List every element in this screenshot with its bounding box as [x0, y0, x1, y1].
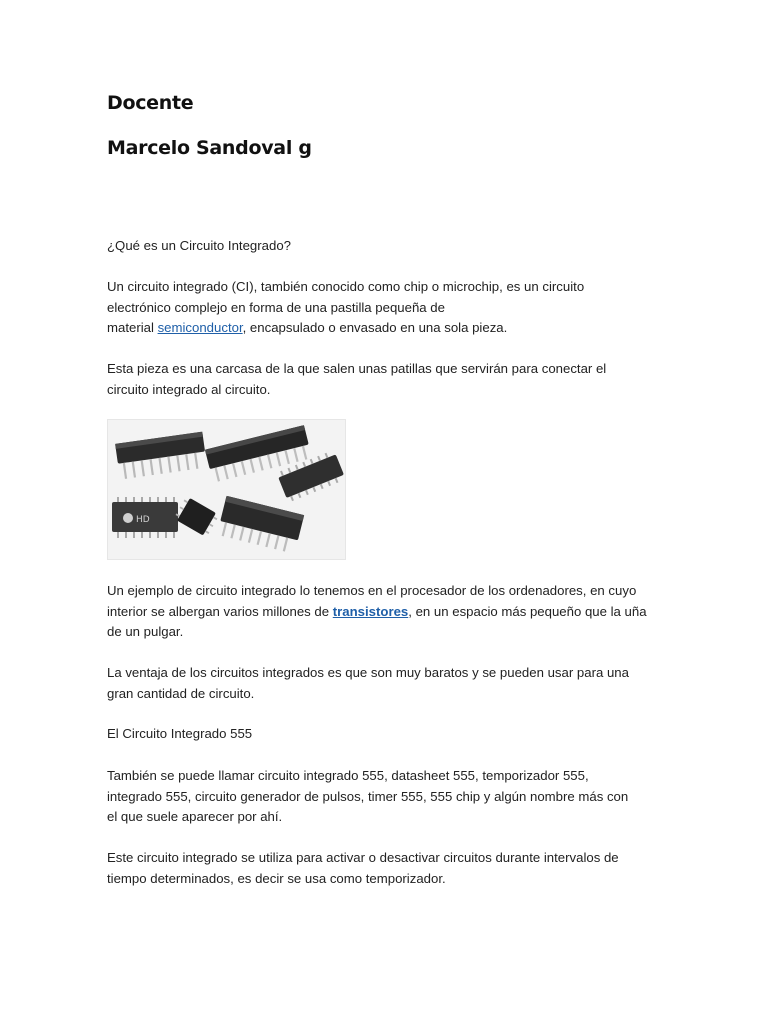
paragraph-example [107, 581, 667, 643]
paragraph-line: el que suele aparecer por ahí. [107, 809, 283, 824]
paragraph-line: de un pulgar. [107, 624, 184, 639]
paragraph-555-names [107, 766, 667, 828]
paragraph-text: , encapsulado o envasado en una sola pieza. [242, 320, 508, 335]
paragraph-line: gran cantidad de circuito. [107, 685, 255, 701]
paragraph-line [107, 602, 667, 623]
ic-chips-illustration [108, 420, 345, 559]
paragraph-line: También se puede llamar circuito integrado 555, datasheet 555, temporizador 555, [107, 768, 589, 783]
paragraph-description [107, 359, 667, 400]
paragraph-line: Un circuito integrado (CI), también conocido como chip o microchip, es un circuito [107, 279, 585, 294]
semiconductor-link[interactable]: semiconductor [157, 320, 243, 335]
question-heading [107, 236, 667, 257]
author-name: Marcelo Sandoval g [107, 137, 312, 159]
paragraph-line [107, 318, 667, 339]
paragraph-line: electrónico complejo en forma de una pastilla pequeña de [107, 299, 445, 315]
paragraph-text: interior se albergan varios millones de [107, 603, 333, 619]
paragraph-text: , en un espacio más pequeño que la uña [408, 603, 647, 619]
paragraph-text: material [107, 320, 158, 335]
paragraph-advantage [107, 663, 667, 704]
paragraph-definition [107, 277, 667, 339]
transistores-link[interactable]: transistores [332, 603, 409, 619]
paragraph-555-usage [107, 848, 667, 889]
chip-label: HD [136, 515, 150, 525]
paragraph-line: circuito integrado al circuito. [107, 381, 271, 397]
paragraph-line: La ventaja de los circuitos integrados es que son muy baratos y se pueden usar para una [107, 665, 629, 680]
section-heading-555 [107, 724, 667, 745]
paragraph-line: tiempo determinados, es decir se usa como temporizador. [107, 870, 446, 886]
paragraph-line: Esta pieza es una carcasa de la que salen unas patillas que servirán para conectar el [107, 361, 607, 376]
chip-smd-2 [112, 497, 178, 538]
heading-555-text: El Circuito Integrado 555 [107, 726, 253, 741]
document-title: Docente [107, 92, 194, 114]
question-text: ¿Qué es un Circuito Integrado? [107, 238, 291, 253]
integrated-circuits-photo [107, 419, 346, 560]
paragraph-line: Este circuito integrado se utiliza para activar o desactivar circuitos durante intervalos de [107, 850, 619, 865]
paragraph-line: integrado 555, circuito generador de pulsos, timer 555, 555 chip y algún nombre más con [107, 788, 629, 804]
paragraph-line: Un ejemplo de circuito integrado lo tenemos en el procesador de los ordenadores, en cuyo [107, 583, 637, 598]
